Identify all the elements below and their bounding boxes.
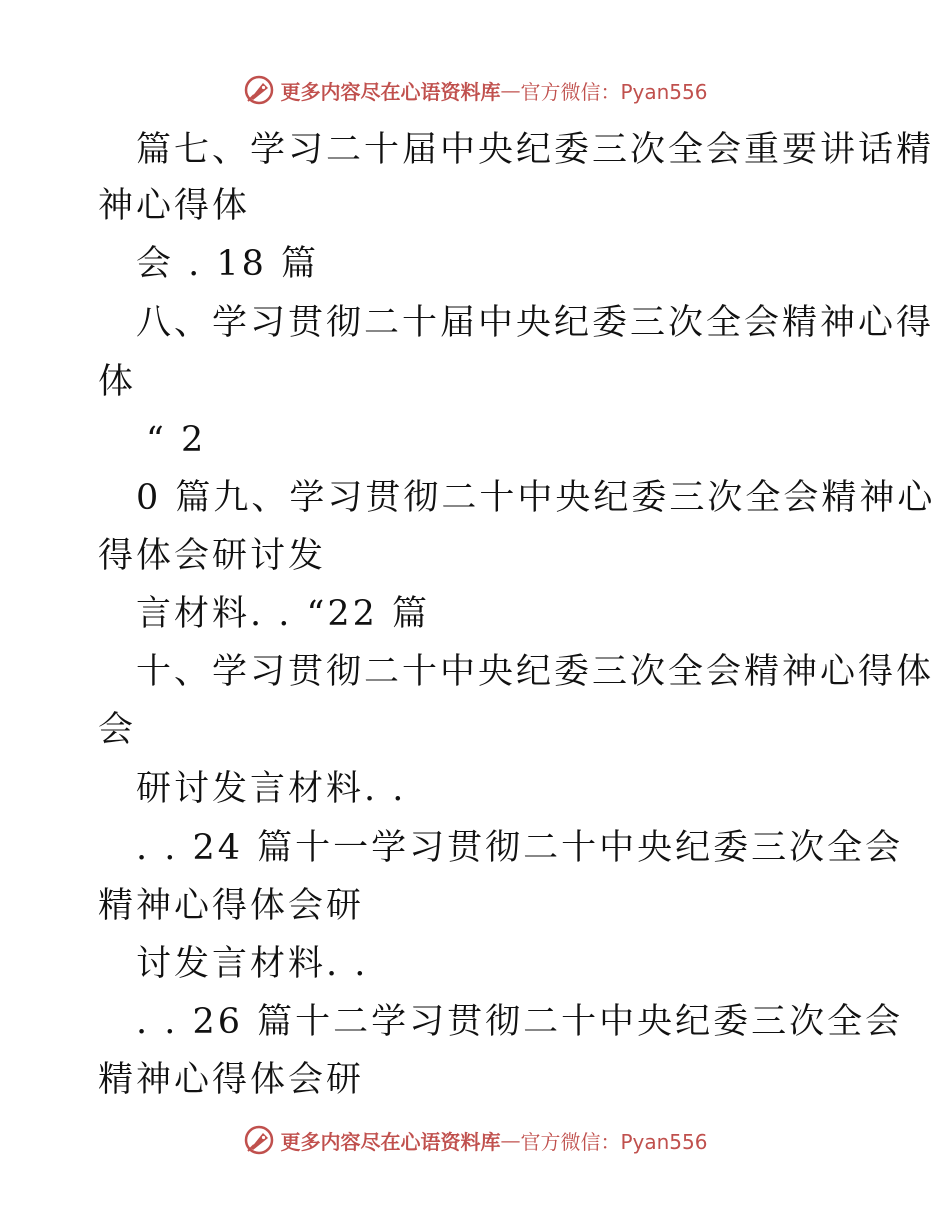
body-line: 体 bbox=[98, 362, 137, 402]
body-line: . . 26 篇十二学习贯彻二十中央纪委三次全会 bbox=[136, 1002, 904, 1042]
body-line: 篇七、学习二十届中央纪委三次全会重要讲话精 bbox=[136, 130, 935, 170]
footer-wechat: 官方微信：Pyan556 bbox=[520, 1129, 708, 1154]
body-line: 会 . 18 篇 bbox=[136, 244, 320, 284]
header-site-name: 更多内容尽在心语资料库 bbox=[280, 79, 501, 104]
body-line: 会 bbox=[98, 710, 137, 750]
footer-site-name: 更多内容尽在心语资料库 bbox=[280, 1129, 501, 1154]
header-wechat: 官方微信：Pyan556 bbox=[520, 79, 708, 104]
body-line: 八、学习贯彻二十届中央纪委三次全会精神心得 bbox=[136, 303, 935, 343]
body-line: 得体会研讨发 bbox=[98, 536, 327, 576]
body-line: . . 24 篇十一学习贯彻二十中央纪委三次全会 bbox=[136, 828, 904, 868]
body-line: 神心得体 bbox=[98, 186, 251, 226]
body-line: 十、学习贯彻二十中央纪委三次全会精神心得体 bbox=[136, 652, 935, 692]
body-line: “ 2 bbox=[146, 420, 207, 460]
body-line: 0 篇九、学习贯彻二十中央纪委三次全会精神心 bbox=[136, 478, 936, 518]
header-watermark bbox=[0, 70, 950, 110]
footer-watermark bbox=[0, 1120, 950, 1160]
pen-nib-logo-icon bbox=[242, 73, 276, 107]
body-line: 研讨发言材料. . bbox=[136, 769, 407, 809]
body-line: 讨发言材料. . bbox=[136, 944, 369, 984]
body-line: 精神心得体会研 bbox=[98, 1060, 365, 1100]
header-separator: — bbox=[500, 78, 521, 102]
body-line: 言材料. . “22 篇 bbox=[136, 594, 431, 634]
body-line: 精神心得体会研 bbox=[98, 886, 365, 926]
footer-separator: — bbox=[500, 1128, 521, 1152]
pen-nib-logo-icon bbox=[242, 1123, 276, 1157]
